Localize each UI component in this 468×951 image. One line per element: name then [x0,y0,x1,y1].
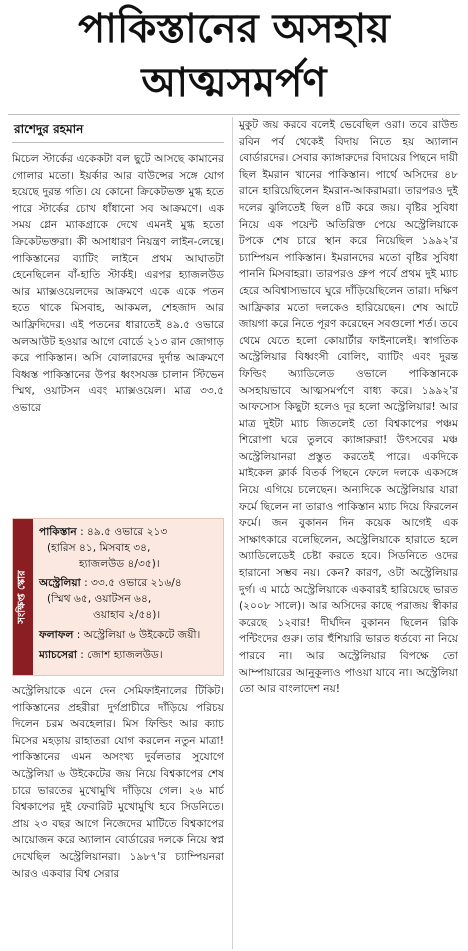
man-of-match-row [39,648,221,664]
bowling-highlights-pakistan: হ্যাজলউড ৪/৩৫)। [79,557,160,570]
man-of-match-value: : জোশ হ্যাজলউড। [80,648,163,661]
article-column-left-top [12,151,224,511]
scorecard-box [12,518,224,676]
byline-divider [12,142,224,143]
article-column-right [232,117,458,949]
score-row-pakistan [39,525,221,541]
man-of-match-label: ম্যাচসেরা [39,648,77,661]
article-column-left-bottom [12,683,224,949]
scorecard-tab-label: সংক্ষিপ্ত স্কোর [16,570,28,624]
article-paragraph: মুকুট জয় করবে বলেই ভেবেছিল ওরা। তবে রাউন্ড রবিন পর্ব থেকেই বিদায় নিতে হয় অ্যালান বোর্ডারদের। সেবার ক্যাঙ্গারুদের বিদায়ের পিছনে দায়ী ছিল ইমরান খানের পাকিস্তান। পার্থে অসিদের ৪৮ রানে হারিয়েছিলেন ইমরান-আকরামরা। তারপরও দুই দলের ঝুলিতেই ছিল ৪টি করে জয়। বৃষ্টির সুবিধা নিয়ে এক পয়েন্ট অতিরিক্ত পেয়ে অস্ট্রেলিয়াকে টপকে শেষ চারে স্থান করে নিয়েছিল ১৯৯২'র চ্যাম্পিয়ন পাকিস্তান। ইমরানদের মতো বৃষ্টির সুবিধা পাননি মিসবাহরা। তারপরও গ্রুপ পর্বে প্রথম দুই ম্যাচ হেরে অবিশ্বাস্যভাবে ঘুরে দাঁড়িয়েছিলেন তারা। দক্ষিণ আফ্রিকার মতো দলকেও হারিয়েছেন। শেষ আটে জায়গা করে নিতে পূরণ করেছেন সবগুলো শর্ত। তবে থেমে যেতে হলো কোয়ার্টার ফাইনালেই। স্বাগতিক অস্ট্রেলিয়ার বিধ্বংসী বোলিং, ব্যাটিং এবং দুরন্ত ফিল্ডিং অ্যাডিলেড ওভালে পাকিস্তানকে অসহায়ভাবে আত্মসমর্পণে বাধ্য করে। ১৯৯২'র আফসোস কিছুটা হলেও দূর হলো অস্ট্রেলিয়ার! আর মাত্র দুইটা ম্যাচ জিতলেই তো বিশ্বকাপের পঞ্চম শিরোপা ঘরে তুলবে ক্যাঙ্গারুরা! উৎসবের মঞ্চ অস্ট্রেলিয়ানরা প্রস্তুত করতেই পারে। একদিকে মাইকেল ক্লার্ক বিতর্ক পিছনে ফেলে দলকে একসঙ্গে নিয়ে এগিয়ে চলেছেন। অন্যদিকে অস্ট্রেলিয়ার যারা ফর্মে ছিলেন না তারাও পাকিস্তান ম্যাচ দিয়ে ফিরলেন ফর্মে। জন বুকানন দিন কয়েক আগেই এক সাক্ষাৎকারে বলেছিলেন, অস্ট্রেলিয়াকে হারাতে হলে অ্যাডিলেডেই চেষ্টা করতে হবে। সিডনিতে ওদের হারানো সম্ভব নয়। কেন? কারণ, ওটা অস্ট্রেলিয়ার দুর্গ। এ মাঠে অস্ট্রেলিয়াকে একবারই হারিয়েছে ভারত (২০০৮ সালে)। আর অসিদের কাছে পরাজয় স্বীকার করেছে ১২বার! দীর্ঘদিন বুকানন ছিলেন রিকি পন্টিংদের গুরু। তার হুঁশিয়ারি ভারত ধর্তব্যে না নিয়ে পারবে না। আর অস্ট্রেলিয়ার বিপক্ষে তো আম্পায়ারের আনুকূল্যও পাওয়া যাবে না। অস্ট্রেলিয়া তো আর বাংলাদেশ নয়! [239,119,458,696]
result-label: ফলাফল [39,628,74,641]
headline [0,0,468,112]
team-label-pakistan: পাকিস্তান [39,526,77,538]
team-score-pakistan: : ৪৯.৫ ওভারে ২১৩ [80,526,168,538]
scorecard-content [39,525,221,663]
divider [8,114,460,115]
bowling-highlights-australia: ওয়াহাব ২/৫৪)। [93,608,161,621]
batting-highlights-australia: (স্মিথ ৬৫, ওয়াটসন ৬৪, [47,593,152,606]
team-score-australia: : ৩৩.৫ ওভারে ২১৬/৪ [84,577,182,590]
batting-highlights-pakistan: (হারিস ৪১, মিসবাহ ৩৪, [47,541,151,554]
result-row [39,628,221,644]
article-paragraph: অস্ট্রেলিয়াকে এনে দেন সেমিফাইনালের টিকিট। পাকিস্তানের প্রহরীরা দুর্গপ্রাচীরে দাঁড়িয়ে পরিচয় দিলেন চরম অবহেলার। মিস ফিল্ডিং আর ক্যাচ মিসের মহড়ায় রাহাতরা যোগ করলেন নতুন মাত্রা! পাকিস্তানের এমন অসংখ্য দুর্বলতার সুযোগে অস্ট্রেলিয়া ৬ উইকেটের জয় নিয়ে বিশ্বকাপের শেষ চারে ভারতের মুখোমুখি দাঁড়িয়ে গেল। ২৬ মার্চ বিশ্বকাপের দুই ফেবারিট মুখোমুখি হবে সিডনিতে। প্রায় ২৩ বছর আগে নিজেদের মাটিতে বিশ্বকাপের আয়োজন করে অ্যালান বোর্ডারের দলকে নিয়ে স্বপ্ন দেখেছিল অস্ট্রেলিয়ানরা। ১৯৮৭'র চ্যাম্পিয়নরা আরও একবার বিশ্ব সেরার [12,685,224,880]
team-label-australia: অস্ট্রেলিয়া [39,577,81,590]
score-row-australia [39,576,221,592]
result-value: : অস্ট্রেলিয়া ৬ উইকেটে জয়ী। [76,628,201,641]
headline-line-1: পাকিস্তানের অসহায় [78,6,390,52]
headline-line-2: আত্মসমর্পণ [141,60,327,106]
article-paragraph: মিচেল স্টার্কের একেকটা বল ছুটে আসছে কামানের গোলার মতো। ইয়র্কার আর বাউন্সের সঙ্গে যোগ হয়েছে দুরন্ত গতি। যে কোনো ক্রিকেটভক্ত মুগ্ধ হতে পারে স্টার্কের চোখ ধাঁধানো সব আক্রমণে। এক সময় গ্লেন ম্যাকগ্রাকে দেখে এমনই মুগ্ধ হতো ক্রিকেটভক্তরা। কী অসাধারণ নিয়ন্ত্রণ লাইন-লেন্থে। পাকিস্তানের ব্যাটিং লাইনে প্রথম আঘাতটা হেনেছিলেন বাঁ-হাতি স্টার্কই। এরপর হ্যাজলউড আর ম্যাক্সওয়েলদের আক্রমণে একে একে পতন হতে থাকে মিসবাহ, আকমল, শেহজাদ আর আফ্রিদিদের। এই পতনের ধারাতেই ৪৯.৫ ওভারে অলআউট হওয়ার আগে বোর্ডে ২১৩ রান জোগাড় করে পাকিস্তান। অসি বোলারদের দুর্দান্ত আক্রমণে বিধ্বস্ত পাকিস্তানের উপর ধ্বংসযজ্ঞ চালান স্টিভেন স্মিথ, ওয়াটসন এবং ম্যাক্সওয়েল। মাত্র ৩৩.৫ ওভারে [12,153,224,414]
scorecard-tab [13,519,33,675]
author-byline: রাশেদুর রহমান [14,122,84,136]
